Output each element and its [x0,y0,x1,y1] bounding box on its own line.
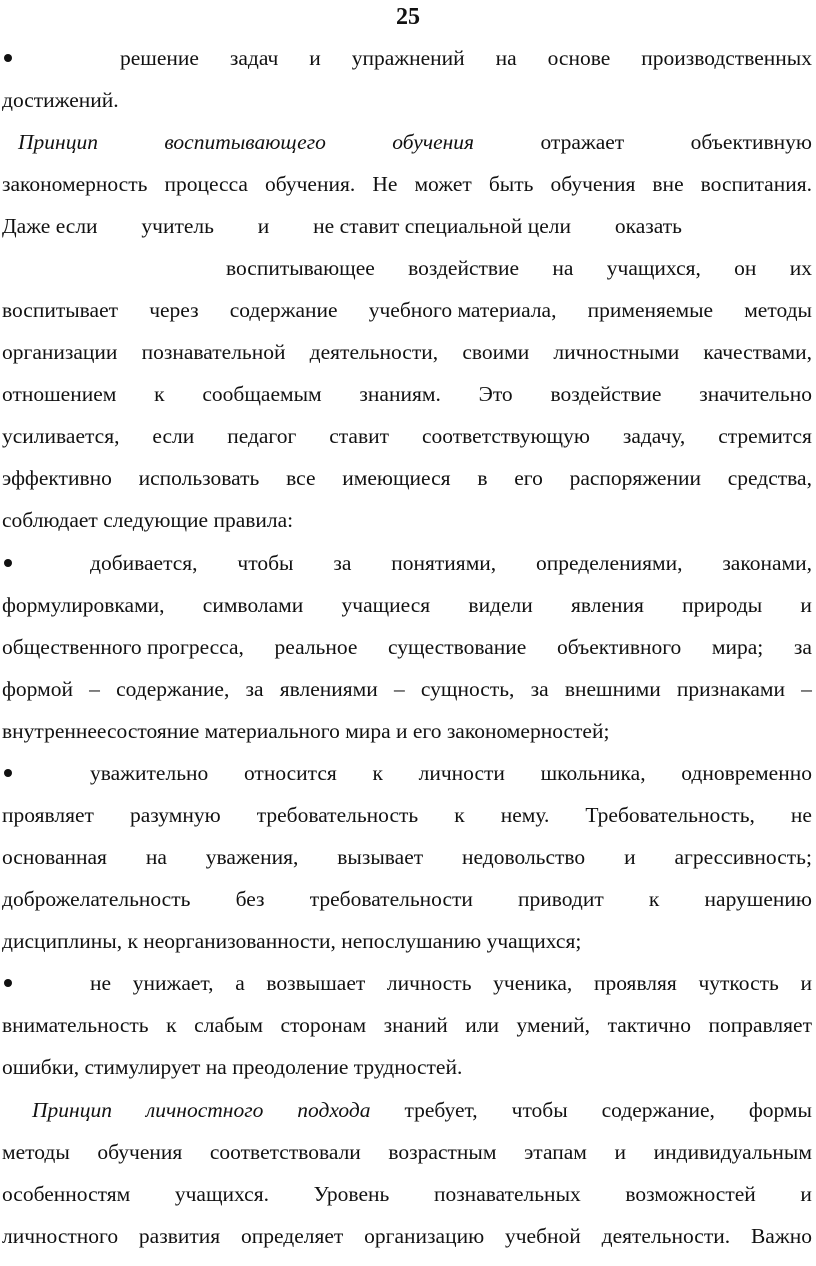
word: унижает, [132,971,214,995]
word: сторонам [280,1013,367,1037]
word: и [800,593,812,617]
word: Важно [750,1224,812,1248]
principle-term: личностного [145,1098,264,1122]
bullet-icon [4,559,12,567]
principle-term: подхода [297,1098,371,1122]
word: вызывает [337,845,424,869]
text-line [2,248,812,288]
word: возможностей [625,1182,756,1206]
word: обучения [97,1140,183,1164]
word: учитель [141,214,214,238]
word: определениями, [536,551,683,575]
word: добивается, [90,551,198,575]
text-line [2,290,812,330]
word: воспитывающее [226,256,375,280]
word: личностными [553,340,680,364]
line-text: дисциплины, к неорганизованности, непослушанию учащихся; [2,929,582,953]
word: через [149,298,199,322]
text-line [2,795,812,835]
word: личности [418,761,505,785]
text-line [2,669,812,709]
word: познавательных [433,1182,581,1206]
word: организацию [364,1224,485,1248]
word: закономерность [2,172,148,196]
word: на [552,256,574,280]
text-line [2,963,812,1003]
word: чуткость [698,971,779,995]
text-line [2,458,812,498]
word: обучения. [265,172,356,196]
word: природы [682,593,763,617]
word: формой [2,677,73,701]
principle-term: обучения [392,130,475,154]
word: внешними [564,677,661,701]
word: учебной [504,1224,581,1248]
text-line [2,500,812,540]
bullet-icon [4,769,12,777]
principle-term: Принцип [18,130,98,154]
word: уважения, [205,845,299,869]
word: воздействие [550,382,662,406]
word: задачу, [622,424,686,448]
word: применяемые [587,298,714,322]
word: содержание, [116,677,230,701]
text-line [2,837,812,877]
principle-term: Принцип [32,1098,112,1122]
word: приводит [518,887,604,911]
word: требовательности [309,887,473,911]
word: и [614,1140,627,1164]
word: признаками [676,677,785,701]
word: отношением [2,382,117,406]
word: воспитывает [2,298,119,322]
word: основе [547,46,611,70]
word: Даже если [2,214,98,238]
word: и [800,1182,812,1206]
word: эффективно [2,466,112,490]
word: методы [2,1140,70,1164]
word: проявляет [2,803,94,827]
word: организации [2,340,118,364]
word: его [514,466,543,490]
word: реальное [274,635,358,659]
word: не [790,803,812,827]
text-line [2,1174,812,1214]
word: возвышает [266,971,366,995]
word: школьника, [540,761,646,785]
word: объективную [690,130,812,154]
word: познавательной [141,340,286,364]
word: к [154,382,165,406]
word: воздействие [408,256,520,280]
word: и [257,214,270,238]
word: процесса [164,172,248,196]
word: индивидуальным [653,1140,812,1164]
word: чтобы [511,1098,568,1122]
text-line [2,206,682,246]
page-number: 25 [396,4,420,30]
text-line [2,711,812,751]
text-line [2,1005,812,1045]
word: деятельности. [601,1224,731,1248]
word: нему. [500,803,550,827]
word: их [789,256,812,280]
word: слабым [194,1013,263,1037]
word: развития [138,1224,221,1248]
word: качествами, [703,340,812,364]
word: законами, [722,551,812,575]
text-line [2,164,812,204]
word: явления [571,593,644,617]
text-line [2,543,812,583]
word: основанная [2,845,107,869]
word: воспитания. [700,172,812,196]
text-line [2,753,812,793]
text-line [2,80,812,120]
word: общественного прогресса, [2,635,244,659]
line-text: достижений. [2,88,119,112]
word: а [235,971,245,995]
word: к [166,1013,177,1037]
word: знаний [383,1013,448,1037]
word: производственных [641,46,812,70]
word: использовать [138,466,260,490]
word: Это [478,382,513,406]
word: значительно [699,382,812,406]
word: особенностям [2,1182,131,1206]
word: упражнений [351,46,465,70]
word: этапам [524,1140,587,1164]
word: или [465,1013,499,1037]
word: и [800,971,812,995]
word: Уровень [313,1182,390,1206]
word: разумную [129,803,221,827]
word: если [152,424,195,448]
word: проявляя [593,971,677,995]
word: своими [462,340,530,364]
line-text: ошибки, стимулирует на преодоление трудностей. [2,1055,463,1079]
text-line [2,627,812,667]
bullet-icon [4,54,12,62]
word: деятельности, [309,340,439,364]
word: требовательность [256,803,419,827]
word: требует, [404,1098,478,1122]
word: поправляет [708,1013,812,1037]
word: к [372,761,383,785]
word: отражает [540,130,625,154]
word: мира; [711,635,764,659]
line-text: внутреннеесостояние материального мира и его закономерностей; [2,719,610,743]
word: за [530,677,549,701]
text-line [2,921,812,961]
word: определяет [241,1224,344,1248]
word: он [734,256,757,280]
word: существование [388,635,527,659]
word: объективного [556,635,682,659]
word: понятиями, [391,551,497,575]
word: учащихся, [606,256,701,280]
word: задач [229,46,279,70]
text-line [2,879,812,919]
word: усиливается, [2,424,120,448]
word: сущность, [420,677,515,701]
word: не ставит специальной цели [313,214,572,238]
word: педагог [227,424,297,448]
text-line [2,1047,812,1087]
word: тактично [607,1013,691,1037]
word: сообщаемым [202,382,322,406]
text-line [2,374,812,414]
text-line [2,416,812,456]
bullet-icon [4,979,12,987]
word: – [801,677,812,701]
word: за [245,677,264,701]
word: содержание, [601,1098,715,1122]
word: личность [386,971,472,995]
text-line [2,122,812,162]
text-line [2,585,812,625]
word: распоряжении [569,466,701,490]
word: учебного материала, [368,298,557,322]
word: уважительно [90,761,209,785]
word: ставит [329,424,390,448]
principle-term: воспитывающего [164,130,326,154]
text-line [2,332,812,372]
word: Не [372,172,398,196]
word: видели [468,593,533,617]
word: доброжелательность [2,887,191,911]
text-line [2,38,812,78]
text-line [2,1132,812,1172]
word: одновременно [681,761,812,785]
word: относится [243,761,337,785]
word: соответствовали [209,1140,361,1164]
word: оказать [614,214,682,238]
word: быть [488,172,534,196]
word: к [648,887,660,911]
word: содержание [229,298,338,322]
word: стремится [718,424,812,448]
word: средства, [727,466,812,490]
word: может [414,172,472,196]
word: нарушению [704,887,812,911]
word: личностного [2,1224,119,1248]
word: решение [120,46,199,70]
word: символами [202,593,304,617]
word: и [309,46,321,70]
text-line [2,1216,812,1256]
word: учащиеся [341,593,431,617]
word: явлениями [279,677,378,701]
word: к [454,803,465,827]
word: не [90,971,112,995]
word: возрастным [388,1140,497,1164]
word: агрессивность; [674,845,812,869]
word: – [89,677,100,701]
word: учащихся. [174,1182,269,1206]
word: умений, [516,1013,591,1037]
word: методы [744,298,812,322]
word: и [624,845,636,869]
word: – [393,677,405,701]
word: за [333,551,352,575]
word: чтобы [237,551,294,575]
word: обучения [550,172,636,196]
line-text: соблюдает следующие правила: [2,508,294,532]
word: знаниям. [359,382,441,406]
word: Требовательность, [585,803,755,827]
word: без [235,887,265,911]
word: недовольство [462,845,586,869]
word: соответствующую [421,424,590,448]
word: на [145,845,167,869]
word: ученика, [493,971,573,995]
word: вне [652,172,684,196]
word: имеющиеся [342,466,451,490]
word: внимательность [2,1013,149,1037]
word: в [477,466,488,490]
word: все [286,466,316,490]
word: за [793,635,812,659]
word: формулировками, [2,593,165,617]
word: на [495,46,517,70]
text-line [2,1090,812,1130]
word: формы [748,1098,812,1122]
